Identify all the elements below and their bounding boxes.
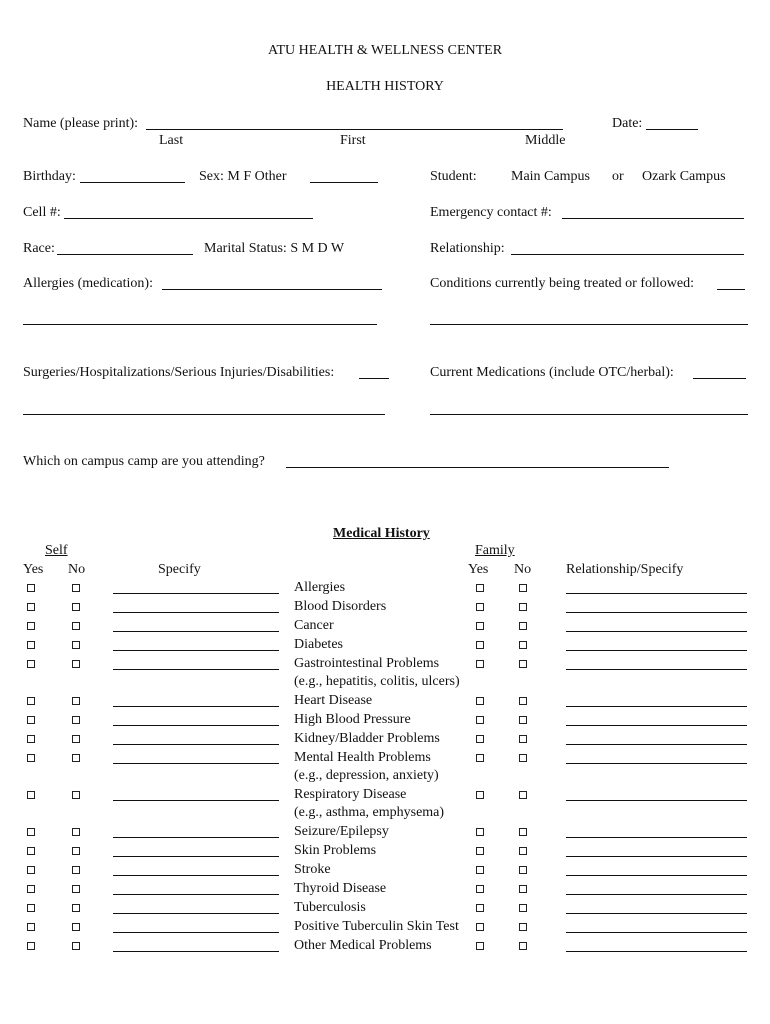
page-title: HEALTH HISTORY bbox=[326, 79, 444, 94]
camp-label: Which on campus camp are you attending? bbox=[23, 454, 265, 469]
condition-note: (e.g., hepatitis, colitis, ulcers) bbox=[294, 674, 460, 689]
self-yes-checkbox[interactable] bbox=[27, 866, 35, 874]
relationship-specify-field[interactable] bbox=[566, 669, 747, 670]
medications-field-line2[interactable] bbox=[430, 414, 748, 415]
relationship-field[interactable] bbox=[511, 254, 744, 255]
self-label: Self bbox=[45, 543, 68, 558]
relationship-specify-field[interactable] bbox=[566, 951, 747, 952]
emergency-label: Emergency contact #: bbox=[430, 205, 552, 220]
condition-label: Cancer bbox=[294, 618, 334, 633]
specify-field[interactable] bbox=[113, 650, 279, 651]
self-yes-checkbox[interactable] bbox=[27, 584, 35, 592]
allergies-field-line2[interactable] bbox=[23, 324, 377, 325]
name-middle-label: Middle bbox=[525, 133, 566, 148]
self-no-checkbox[interactable] bbox=[72, 828, 80, 836]
surgeries-field[interactable] bbox=[359, 378, 389, 379]
family-no-checkbox[interactable] bbox=[519, 791, 527, 799]
family-yes-checkbox[interactable] bbox=[476, 697, 484, 705]
conditions-label: Conditions currently being treated or followed: bbox=[430, 276, 694, 291]
relationship-label: Relationship: bbox=[430, 241, 505, 256]
specify-field[interactable] bbox=[113, 951, 279, 952]
medications-label: Current Medications (include OTC/herbal): bbox=[430, 365, 674, 380]
conditions-field[interactable] bbox=[717, 289, 745, 290]
name-label: Name (please print): bbox=[23, 116, 139, 131]
medical-history-title: Medical History bbox=[333, 526, 430, 541]
relationship-specify-field[interactable] bbox=[566, 744, 747, 745]
condition-label: High Blood Pressure bbox=[294, 712, 411, 727]
specify-field[interactable] bbox=[113, 837, 279, 838]
self-no-checkbox[interactable] bbox=[72, 641, 80, 649]
condition-label: Other Medical Problems bbox=[294, 938, 432, 953]
self-no-checkbox[interactable] bbox=[72, 942, 80, 950]
condition-label: Respiratory Disease bbox=[294, 787, 407, 802]
family-no-checkbox[interactable] bbox=[519, 716, 527, 724]
condition-label: Heart Disease bbox=[294, 693, 373, 708]
sex-label: Sex: M F Other bbox=[199, 169, 287, 184]
self-yes-header: Yes bbox=[23, 562, 44, 577]
condition-label: Skin Problems bbox=[294, 843, 377, 858]
self-no-checkbox[interactable] bbox=[72, 735, 80, 743]
family-label: Family bbox=[475, 543, 515, 558]
sex-other-field[interactable] bbox=[310, 182, 378, 183]
condition-label: Thyroid Disease bbox=[294, 881, 387, 896]
cell-label: Cell #: bbox=[23, 205, 61, 220]
specify-field[interactable] bbox=[113, 669, 279, 670]
family-yes-checkbox[interactable] bbox=[476, 622, 484, 630]
date-field[interactable] bbox=[646, 129, 698, 130]
relationship-specify-field[interactable] bbox=[566, 800, 747, 801]
condition-label: Blood Disorders bbox=[294, 599, 387, 614]
ozark-campus-option[interactable]: Ozark Campus bbox=[642, 169, 726, 184]
self-no-checkbox[interactable] bbox=[72, 923, 80, 931]
specify-field[interactable] bbox=[113, 875, 279, 876]
self-yes-checkbox[interactable] bbox=[27, 847, 35, 855]
self-yes-checkbox[interactable] bbox=[27, 716, 35, 724]
family-no-checkbox[interactable] bbox=[519, 866, 527, 874]
name-first-label: First bbox=[340, 133, 366, 148]
family-yes-checkbox[interactable] bbox=[476, 885, 484, 893]
family-no-checkbox[interactable] bbox=[519, 622, 527, 630]
self-yes-checkbox[interactable] bbox=[27, 660, 35, 668]
family-no-checkbox[interactable] bbox=[519, 923, 527, 931]
self-no-checkbox[interactable] bbox=[72, 697, 80, 705]
family-no-checkbox[interactable] bbox=[519, 885, 527, 893]
family-yes-checkbox[interactable] bbox=[476, 828, 484, 836]
family-yes-checkbox[interactable] bbox=[476, 847, 484, 855]
self-yes-checkbox[interactable] bbox=[27, 603, 35, 611]
conditions-field-line2[interactable] bbox=[430, 324, 748, 325]
relationship-specify-field[interactable] bbox=[566, 612, 747, 613]
condition-label: Seizure/Epilepsy bbox=[294, 824, 389, 839]
self-no-checkbox[interactable] bbox=[72, 754, 80, 762]
emergency-field[interactable] bbox=[562, 218, 744, 219]
family-yes-checkbox[interactable] bbox=[476, 641, 484, 649]
family-yes-checkbox[interactable] bbox=[476, 904, 484, 912]
family-no-checkbox[interactable] bbox=[519, 754, 527, 762]
family-yes-checkbox[interactable] bbox=[476, 754, 484, 762]
family-no-checkbox[interactable] bbox=[519, 847, 527, 855]
specify-field[interactable] bbox=[113, 932, 279, 933]
relationship-specify-field[interactable] bbox=[566, 856, 747, 857]
specify-field[interactable] bbox=[113, 856, 279, 857]
birthday-field[interactable] bbox=[80, 182, 185, 183]
family-yes-checkbox[interactable] bbox=[476, 923, 484, 931]
self-yes-checkbox[interactable] bbox=[27, 885, 35, 893]
relationship-specify-field[interactable] bbox=[566, 706, 747, 707]
family-no-header: No bbox=[514, 562, 532, 577]
main-campus-option[interactable]: Main Campus bbox=[511, 169, 590, 184]
family-no-checkbox[interactable] bbox=[519, 942, 527, 950]
condition-label: Stroke bbox=[294, 862, 331, 877]
relationship-specify-field[interactable] bbox=[566, 650, 747, 651]
self-no-checkbox[interactable] bbox=[72, 847, 80, 855]
self-yes-checkbox[interactable] bbox=[27, 923, 35, 931]
self-no-checkbox[interactable] bbox=[72, 716, 80, 724]
family-yes-checkbox[interactable] bbox=[476, 735, 484, 743]
family-yes-checkbox[interactable] bbox=[476, 584, 484, 592]
allergies-field[interactable] bbox=[162, 289, 382, 290]
family-no-checkbox[interactable] bbox=[519, 735, 527, 743]
condition-note: (e.g., asthma, emphysema) bbox=[294, 805, 445, 820]
specify-field[interactable] bbox=[113, 593, 279, 594]
marital-label: Marital Status: S M D W bbox=[204, 241, 345, 256]
relationship-specify-field[interactable] bbox=[566, 631, 747, 632]
surgeries-field-line2[interactable] bbox=[23, 414, 385, 415]
self-yes-checkbox[interactable] bbox=[27, 641, 35, 649]
self-yes-checkbox[interactable] bbox=[27, 942, 35, 950]
self-no-checkbox[interactable] bbox=[72, 660, 80, 668]
specify-field[interactable] bbox=[113, 706, 279, 707]
allergies-label: Allergies (medication): bbox=[23, 276, 153, 291]
self-yes-checkbox[interactable] bbox=[27, 697, 35, 705]
relationship-specify-field[interactable] bbox=[566, 875, 747, 876]
self-yes-checkbox[interactable] bbox=[27, 735, 35, 743]
relationship-specify-field[interactable] bbox=[566, 894, 747, 895]
family-yes-checkbox[interactable] bbox=[476, 603, 484, 611]
cell-field[interactable] bbox=[64, 218, 313, 219]
specify-field[interactable] bbox=[113, 894, 279, 895]
self-no-checkbox[interactable] bbox=[72, 904, 80, 912]
self-yes-checkbox[interactable] bbox=[27, 754, 35, 762]
self-yes-checkbox[interactable] bbox=[27, 791, 35, 799]
specify-field[interactable] bbox=[113, 612, 279, 613]
family-no-checkbox[interactable] bbox=[519, 828, 527, 836]
specify-field[interactable] bbox=[113, 800, 279, 801]
family-no-checkbox[interactable] bbox=[519, 660, 527, 668]
condition-note: (e.g., depression, anxiety) bbox=[294, 768, 439, 783]
specify-field[interactable] bbox=[113, 631, 279, 632]
family-yes-checkbox[interactable] bbox=[476, 716, 484, 724]
relationship-specify-field[interactable] bbox=[566, 837, 747, 838]
family-no-checkbox[interactable] bbox=[519, 641, 527, 649]
relationship-specify-field[interactable] bbox=[566, 725, 747, 726]
self-no-checkbox[interactable] bbox=[72, 791, 80, 799]
condition-label: Allergies bbox=[294, 580, 346, 595]
condition-label: Tuberculosis bbox=[294, 900, 366, 915]
name-field[interactable] bbox=[146, 129, 563, 130]
condition-label: Mental Health Problems bbox=[294, 750, 431, 765]
condition-label: Positive Tuberculin Skin Test bbox=[294, 919, 459, 934]
date-label: Date: bbox=[612, 116, 643, 131]
medications-field[interactable] bbox=[693, 378, 746, 379]
self-no-checkbox[interactable] bbox=[72, 603, 80, 611]
condition-label: Gastrointestinal Problems bbox=[294, 656, 440, 671]
condition-label: Kidney/Bladder Problems bbox=[294, 731, 440, 746]
relationship-specify-field[interactable] bbox=[566, 593, 747, 594]
specify-field[interactable] bbox=[113, 744, 279, 745]
self-no-checkbox[interactable] bbox=[72, 584, 80, 592]
birthday-label: Birthday: bbox=[23, 169, 76, 184]
family-yes-checkbox[interactable] bbox=[476, 942, 484, 950]
race-label: Race: bbox=[23, 241, 55, 256]
family-yes-checkbox[interactable] bbox=[476, 866, 484, 874]
family-no-checkbox[interactable] bbox=[519, 697, 527, 705]
specify-field[interactable] bbox=[113, 725, 279, 726]
org-title: ATU HEALTH & WELLNESS CENTER bbox=[267, 43, 503, 58]
family-yes-checkbox[interactable] bbox=[476, 791, 484, 799]
condition-label: Diabetes bbox=[294, 637, 343, 652]
self-yes-checkbox[interactable] bbox=[27, 904, 35, 912]
relationship-specify-field[interactable] bbox=[566, 763, 747, 764]
self-yes-checkbox[interactable] bbox=[27, 828, 35, 836]
student-label: Student: bbox=[430, 169, 477, 184]
family-no-checkbox[interactable] bbox=[519, 584, 527, 592]
family-yes-checkbox[interactable] bbox=[476, 660, 484, 668]
race-field[interactable] bbox=[57, 254, 193, 255]
self-no-checkbox[interactable] bbox=[72, 885, 80, 893]
self-no-header: No bbox=[68, 562, 86, 577]
family-no-checkbox[interactable] bbox=[519, 603, 527, 611]
surgeries-label: Surgeries/Hospitalizations/Serious Injuries/Disabilities: bbox=[23, 365, 335, 380]
self-yes-checkbox[interactable] bbox=[27, 622, 35, 630]
name-last-label: Last bbox=[159, 133, 184, 148]
specify-field[interactable] bbox=[113, 763, 279, 764]
relationship-specify-field[interactable] bbox=[566, 913, 747, 914]
specify-field[interactable] bbox=[113, 913, 279, 914]
relationship-specify-header: Relationship/Specify bbox=[566, 562, 684, 577]
family-no-checkbox[interactable] bbox=[519, 904, 527, 912]
relationship-specify-field[interactable] bbox=[566, 932, 747, 933]
or-text: or bbox=[612, 169, 624, 184]
self-no-checkbox[interactable] bbox=[72, 622, 80, 630]
specify-header: Specify bbox=[158, 562, 201, 577]
self-no-checkbox[interactable] bbox=[72, 866, 80, 874]
camp-field[interactable] bbox=[286, 467, 669, 468]
family-yes-header: Yes bbox=[468, 562, 489, 577]
